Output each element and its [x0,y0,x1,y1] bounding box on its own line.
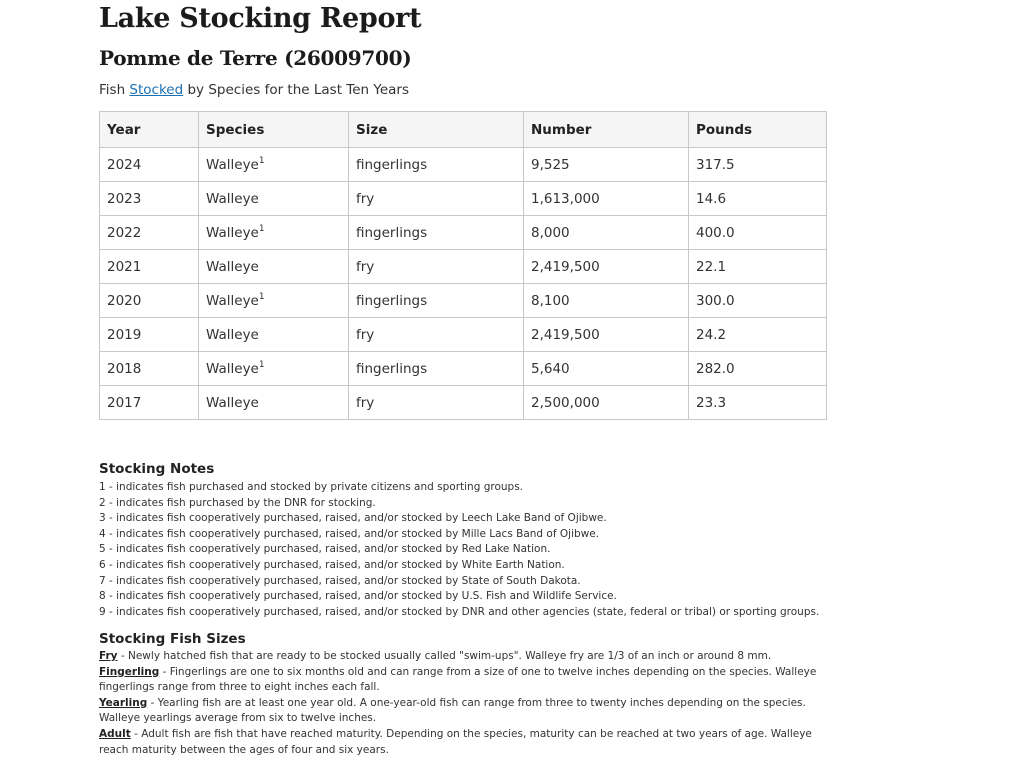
cell-size-text: fingerlings [356,360,428,377]
cell-number-text: 1,613,000 [531,190,600,207]
cell-year [100,216,199,250]
cell-number [524,250,689,284]
footnote-marker: 1 [258,359,265,370]
cell-year-text: 2017 [107,394,142,411]
cell-pounds-text: 14.6 [696,190,727,207]
cell-size [349,250,524,284]
cell-species-text: Walleye [206,258,259,275]
note-item: 4 - indicates fish cooperatively purchased, raised, and/or stocked by Mille Lacs Band of Ojibwe. [99,527,600,540]
cell-year-text: 2024 [107,156,142,173]
cell-pounds [689,182,827,216]
note-item: 9 - indicates fish cooperatively purchased, raised, and/or stocked by DNR and other agencies (state, federal or tribal) or sporting groups. [99,605,820,618]
note-item: 1 - indicates fish purchased and stocked by private citizens and sporting groups. [99,481,524,493]
footnote-marker: 1 [258,155,265,166]
cell-year-text: 2021 [107,258,142,275]
stocking-fish-sizes [99,631,839,758]
header-number: Number [524,112,689,148]
cell-species-text: Walleye [206,156,259,173]
stocked-link[interactable]: Stocked [129,82,184,98]
size-term: Yearling [99,696,148,709]
sizes-list [99,649,839,758]
cell-pounds-text: 23.3 [696,394,727,411]
cell-number-text: 5,640 [531,360,570,377]
header-pounds: Pounds [689,112,827,148]
size-description: - Yearling fish are at least one year old. A one-year-old fish can range from three to twenty inches depending on the species. Walleye yearlings average from six to twelve inches. [99,696,806,725]
table-row [100,386,827,420]
cell-year-text: 2023 [107,190,142,207]
cell-size [349,352,524,386]
cell-pounds [689,216,827,250]
table-caption [99,82,409,98]
table-header-row [100,112,827,148]
cell-species [199,250,349,284]
note-item: 8 - indicates fish cooperatively purchased, raised, and/or stocked by U.S. Fish and Wildlife Service. [99,590,617,603]
cell-size [349,148,524,182]
cell-number-text: 8,000 [531,224,570,241]
cell-number-text: 2,419,500 [531,326,600,343]
table-row [100,182,827,216]
note-item: 5 - indicates fish cooperatively purchased, raised, and/or stocked by Red Lake Nation. [99,543,551,556]
cell-size [349,318,524,352]
table-row [100,216,827,250]
cell-number [524,284,689,318]
note-item: 7 - indicates fish cooperatively purchased, raised, and/or stocked by State of South Dakota. [99,574,581,587]
cell-number-text: 9,525 [531,156,570,173]
cell-number-text: 8,100 [531,292,570,309]
table-row [100,318,827,352]
cell-pounds [689,386,827,420]
size-term: Fry [99,650,118,662]
cell-pounds [689,250,827,284]
note-item: 6 - indicates fish cooperatively purchased, raised, and/or stocked by White Earth Nation. [99,558,565,571]
cell-species [199,216,349,250]
size-description: - Newly hatched fish that are ready to be stocked usually called "swim-ups". Walleye fry are 1/3 of an inch or around 8 mm. [117,650,772,662]
header-species: Species [199,112,349,148]
size-description: - Adult fish are fish that have reached maturity. Depending on the species, maturity can be reached at two years of age. Walleye reach maturity between the ages of four and six years. [99,727,812,756]
cell-number [524,318,689,352]
size-term: Fingerling [99,665,160,678]
cell-year [100,182,199,216]
cell-size [349,216,524,250]
caption-before: Fish [99,82,130,98]
cell-number [524,216,689,250]
cell-species [199,318,349,352]
size-definition [99,727,839,758]
cell-year [100,148,199,182]
header-size: Size [349,112,524,148]
cell-species-text: Walleye [206,394,259,411]
cell-species [199,386,349,420]
cell-number [524,352,689,386]
cell-species-text: Walleye [206,224,259,241]
cell-number-text: 2,500,000 [531,394,600,411]
cell-pounds-text: 282.0 [696,360,735,377]
cell-year-text: 2020 [107,292,142,309]
cell-species-text: Walleye [206,326,259,343]
cell-pounds [689,318,827,352]
size-definition [99,649,839,665]
cell-species-text: Walleye [206,190,259,207]
stocking-sizes-title: Stocking Fish Sizes [99,631,246,647]
table-row [100,148,827,182]
notes-list [99,480,839,620]
cell-year-text: 2018 [107,360,142,377]
cell-number [524,386,689,420]
cell-species [199,284,349,318]
cell-pounds [689,148,827,182]
cell-size [349,386,524,420]
cell-year [100,352,199,386]
cell-size-text: fingerlings [356,156,428,173]
footnote-marker: 1 [258,223,265,234]
cell-size-text: fry [356,190,375,207]
cell-species [199,182,349,216]
header-year: Year [100,112,199,148]
stocking-notes [99,461,839,620]
table-row [100,284,827,318]
cell-species [199,352,349,386]
cell-size [349,182,524,216]
cell-number-text: 2,419,500 [531,258,600,275]
cell-year-text: 2022 [107,224,142,241]
size-description: - Fingerlings are one to six months old and can range from a size of one to twelve inches depending on the species. Walleye fingerlings range from three to eight inches each fall. [99,665,817,694]
cell-species [199,148,349,182]
size-definition [99,696,839,727]
cell-number [524,182,689,216]
cell-year [100,386,199,420]
cell-number [524,148,689,182]
cell-pounds [689,352,827,386]
cell-pounds [689,284,827,318]
size-term: Adult [99,727,131,740]
table-row [100,352,827,386]
cell-size-text: fingerlings [356,292,428,309]
cell-year-text: 2019 [107,326,142,343]
stocking-notes-title: Stocking Notes [99,461,215,477]
cell-year [100,318,199,352]
cell-year [100,284,199,318]
cell-year [100,250,199,284]
cell-pounds-text: 400.0 [696,224,735,241]
page-title: Lake Stocking Report [99,3,422,34]
cell-species-text: Walleye [206,360,259,377]
cell-pounds-text: 317.5 [696,156,735,173]
note-item: 2 - indicates fish purchased by the DNR for stocking. [99,496,376,509]
size-definition [99,665,839,696]
cell-size-text: fry [356,394,375,411]
cell-pounds-text: 22.1 [696,258,727,275]
cell-pounds-text: 24.2 [696,326,727,343]
table-row [100,250,827,284]
lake-name-heading: Pomme de Terre (26009700) [99,46,412,70]
cell-species-text: Walleye [206,292,259,309]
caption-after: by Species for the Last Ten Years [183,82,410,98]
cell-pounds-text: 300.0 [696,292,735,309]
cell-size-text: fingerlings [356,224,428,241]
cell-size-text: fry [356,258,375,275]
cell-size-text: fry [356,326,375,343]
table-body [100,148,827,420]
stocking-table [99,111,827,420]
cell-size [349,284,524,318]
note-item: 3 - indicates fish cooperatively purchased, raised, and/or stocked by Leech Lake Band of Ojibwe. [99,512,607,525]
footnote-marker: 1 [258,291,265,302]
